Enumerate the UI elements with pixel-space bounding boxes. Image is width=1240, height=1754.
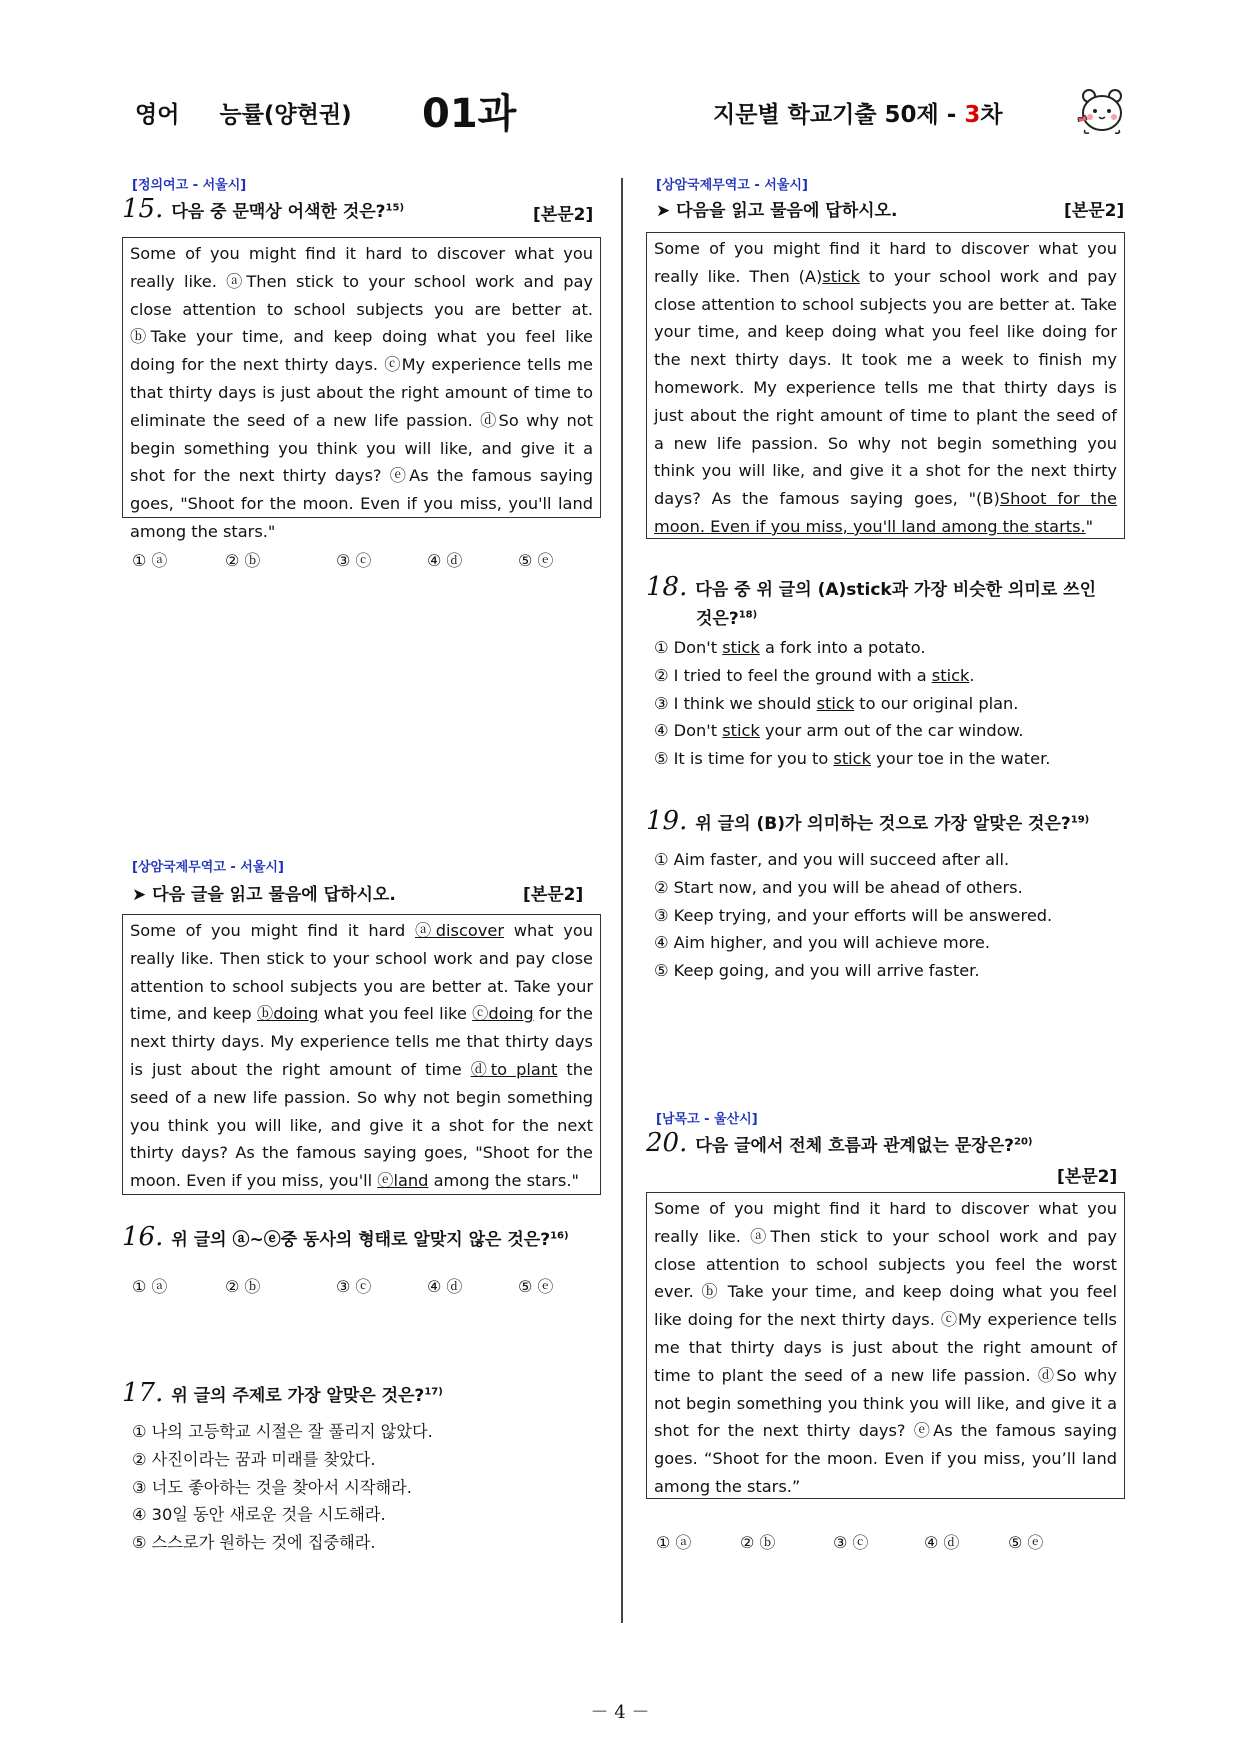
choice-1[interactable]: ① 나의 고등학교 시절은 잘 풀리지 않았다. xyxy=(132,1422,433,1441)
footnote-ref: 20) xyxy=(1014,1136,1033,1148)
question-number: 16. xyxy=(122,1222,164,1252)
underlined-word: stick xyxy=(722,638,760,657)
question-19 xyxy=(646,806,1089,836)
choice-text: ③ I think we should xyxy=(654,693,817,713)
choice-2[interactable]: ② ⓑ xyxy=(225,551,261,570)
passage-text: what you feel like xyxy=(318,1004,473,1024)
instruction: ➤ 다음을 읽고 물음에 답하시오. xyxy=(656,201,898,221)
choice-text: ⑤ It is time for you to xyxy=(654,749,834,769)
question-text: 위 글의 (B)가 의미하는 것으로 가장 알맞은 것은? xyxy=(695,814,1071,834)
choice-5[interactable]: ⑤ ⓔ xyxy=(518,1277,554,1296)
title-number: 3 xyxy=(964,102,981,128)
answer-choices xyxy=(654,634,1050,773)
footnote-ref: 17) xyxy=(424,1386,443,1398)
question-text: 다음 중 문맥상 어색한 것은? xyxy=(171,202,386,222)
passage-text: Some of you might find it hard xyxy=(130,921,415,940)
choice-1[interactable]: ① ⓐ xyxy=(132,551,168,570)
choice-2[interactable]: ② 사진이라는 꿈과 미래를 찾았다. xyxy=(132,1449,376,1469)
question-number: 15. xyxy=(122,194,164,224)
choice-1[interactable]: ① ⓐ xyxy=(132,1277,168,1296)
choice-3[interactable]: ③ 너도 좋아하는 것을 찾아서 시작해라. xyxy=(132,1477,412,1497)
underlined-word: stick xyxy=(816,693,855,713)
choice-5[interactable]: ⑤ ⓔ xyxy=(1008,1533,1044,1552)
section-tag: [본문2] xyxy=(1064,201,1125,221)
answer-choices xyxy=(654,846,1052,985)
choice-3[interactable]: ③ ⓒ xyxy=(336,1277,372,1296)
choice-text: . xyxy=(969,665,975,685)
bear-mascot-icon xyxy=(1075,86,1129,136)
choice-1[interactable] xyxy=(654,634,1050,662)
section-tag: [본문2] xyxy=(523,885,584,905)
choice-1[interactable]: ① ⓐ xyxy=(656,1533,692,1552)
passage-box xyxy=(122,914,601,1195)
choice-text: ④ Don't xyxy=(654,721,723,741)
passage-text: Some of you might find it hard to discover what you really like. Then (A) xyxy=(654,239,1117,286)
section-tag: [본문2] xyxy=(533,205,594,225)
lesson-title: 01과 xyxy=(422,91,517,137)
passage-box xyxy=(646,232,1125,539)
passage-text: for the next thirty days. My experience tells me that thirty days is just about the right amount of time xyxy=(130,1004,593,1079)
passage-text: to your school work and pay close attention to school subjects you are better at. Take your time, and keep doing what you feel like doing for the next thirty days. It took me a week to finish my homework. My experience tells me that thirty days is just about the right amount of time to plant the seed of a new life passion. So why not begin something you think you will like, and give it a shot for the next thirty days? As the famous saying goes, "(B) xyxy=(654,266,1117,509)
underlined-a: stick xyxy=(822,266,860,286)
question-number: 18. xyxy=(646,572,688,602)
question-17 xyxy=(122,1378,443,1408)
choice-4[interactable] xyxy=(654,717,1050,745)
header-subject-textbook xyxy=(135,96,352,129)
choice-2[interactable]: ② ⓑ xyxy=(225,1277,261,1296)
question-number: 20. xyxy=(646,1128,688,1158)
underlined-d: ⓓto plant xyxy=(470,1059,558,1079)
footnote-ref: 15) xyxy=(385,202,405,214)
choice-text: ② I tried to feel the ground with a xyxy=(654,665,932,685)
choice-5[interactable]: ⑤ ⓔ xyxy=(518,551,554,570)
question-text: 위 글의 주제로 가장 알맞은 것은? xyxy=(171,1386,425,1406)
choice-2[interactable]: ② ⓑ xyxy=(740,1533,776,1552)
passage-box: Some of you might find it hard to discover what you really like. ⓐThen stick to your school work and pay close attention to school subjects you are better at. ⓑTake your time, and keep doing what you feel like doing for the next thirty days. ⓒMy experience tells me that thirty days is just about the right amount of time to eliminate the seed of a new life passion. ⓓSo why not begin something you think you will like, and give it a shot for the next thirty days? ⓔAs the famous saying goes, "Shoot for the moon. Even if you miss, you'll land among the stars." xyxy=(122,237,601,518)
answer-choices xyxy=(132,1418,433,1557)
passage-text: " xyxy=(1085,516,1094,536)
textbook: 능률(양현권) xyxy=(219,102,352,128)
underlined-c: ⓒdoing xyxy=(472,1004,534,1024)
column-divider xyxy=(621,178,623,1623)
choice-4[interactable]: ④ ⓓ xyxy=(427,551,463,570)
school-label: [상암국제무역고 - 서울시] xyxy=(132,860,284,875)
question-16 xyxy=(122,1222,569,1252)
choice-2[interactable]: ② Start now, and you will be ahead of others. xyxy=(654,877,1023,897)
underlined-b: Shoot for the moon. Even if you miss, you'll land among the starts. xyxy=(654,489,1117,536)
question-text: 것은? xyxy=(696,609,739,629)
underlined-word: stick xyxy=(722,721,760,741)
title-main: 지문별 학교기출 50제 - xyxy=(713,102,965,128)
choice-text: to our original plan. xyxy=(854,693,1019,713)
choice-1[interactable]: ① Aim faster, and you will succeed after all. xyxy=(654,850,1010,869)
underlined-e: ⓔland xyxy=(377,1171,429,1191)
school-label: [상암국제무역고 - 서울시] xyxy=(656,178,808,193)
instruction: ➤ 다음 글을 읽고 물음에 답하시오. xyxy=(132,885,396,905)
choice-text: your arm out of the car window. xyxy=(759,721,1024,741)
passage-text: among the stars." xyxy=(428,1171,579,1191)
choice-3[interactable]: ③ ⓒ xyxy=(336,551,372,570)
question-text: 다음 글에서 전체 흐름과 관계없는 문장은? xyxy=(695,1136,1014,1156)
passage-box: Some of you might find it hard to discover what you really like. ⓐThen stick to your school work and pay close attention to school subjects you feel the worst ever. ⓑ Take your time, and keep doing what you feel like doing for the next thirty days. ⓒMy experience tells me that thirty days is just about the right amount of time to plant the seed of a new life passion. ⓓSo why not begin something you think you will like, and give it a shot for the next thirty days? ⓔAs the famous saying goes. “Shoot for the moon. Even if you miss, you’ll land among the stars.” xyxy=(646,1192,1125,1499)
question-text: 위 글의 ⓐ~ⓔ중 동사의 형태로 알맞지 않은 것은? xyxy=(171,1230,551,1250)
title-suffix: 차 xyxy=(980,102,1003,128)
footnote-ref: 19) xyxy=(1070,814,1090,826)
question-15 xyxy=(122,194,404,224)
choice-4[interactable]: ④ ⓓ xyxy=(427,1277,463,1296)
section-tag: [본문2] xyxy=(1057,1167,1118,1187)
choice-2[interactable] xyxy=(654,662,1050,690)
school-label: [정의여고 - 서울시] xyxy=(132,178,247,193)
question-18 xyxy=(646,572,1124,629)
choice-4[interactable]: ④ Aim higher, and you will achieve more. xyxy=(654,933,991,953)
school-label: [남목고 - 울산시] xyxy=(656,1112,758,1127)
question-number: 19. xyxy=(646,806,688,836)
choice-text: your toe in the water. xyxy=(870,749,1051,769)
question-text: 다음 중 위 글의 (A)stick과 가장 비슷한 의미로 쓰인 xyxy=(695,580,1097,600)
choice-4[interactable]: ④ ⓓ xyxy=(924,1533,960,1552)
choice-3[interactable]: ③ Keep trying, and your efforts will be answered. xyxy=(654,905,1053,925)
choice-5[interactable]: ⑤ 스스로가 원하는 것에 집중해라. xyxy=(132,1533,376,1553)
choice-3[interactable] xyxy=(654,690,1050,718)
subject: 영어 xyxy=(135,102,180,128)
choice-3[interactable]: ③ ⓒ xyxy=(833,1533,869,1552)
underlined-a: ⓐdiscover xyxy=(415,921,504,940)
underlined-b: ⓑdoing xyxy=(256,1004,319,1024)
footnote-ref: 16) xyxy=(550,1230,569,1242)
worksheet-title xyxy=(713,96,1003,129)
choice-text: a fork into a potato. xyxy=(759,638,926,657)
footnote-ref: 18) xyxy=(738,609,758,621)
choice-5[interactable]: ⑤ Keep going, and you will arrive faster. xyxy=(654,961,980,981)
choice-5[interactable] xyxy=(654,745,1050,773)
choice-4[interactable]: ④ 30일 동안 새로운 것을 시도해라. xyxy=(132,1505,386,1525)
passage-text: what you really like. Then stick to your school work and pay close attention to school subjects you are better at. Take your time, and keep xyxy=(130,921,593,1024)
underlined-word: stick xyxy=(833,749,871,769)
underlined-word: stick xyxy=(931,665,970,685)
page-number: － 4 － xyxy=(590,1702,650,1723)
choice-text: ① Don't xyxy=(654,638,723,657)
question-20 xyxy=(646,1128,1033,1158)
passage-text: the seed of a new life passion. So why not begin something you think you will like, and give it a shot for the next thirty days? As the famous saying goes, "Shoot for the moon. Even if you miss, you'll xyxy=(130,1059,593,1191)
question-number: 17. xyxy=(122,1378,164,1408)
